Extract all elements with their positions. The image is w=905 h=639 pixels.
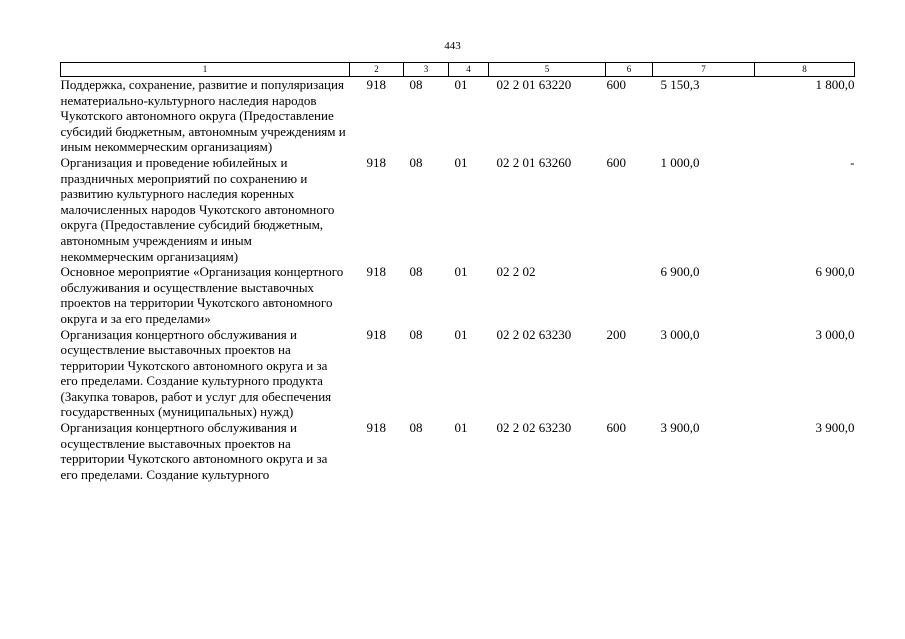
row-amount-2: - (850, 154, 855, 170)
row-subsection: 01 (454, 326, 468, 342)
row-amount-1: 1 000,0 (660, 154, 700, 170)
header-col-1: 1 (61, 63, 350, 77)
row-subsection: 01 (454, 77, 468, 92)
row-amount-2: 6 900,0 (815, 264, 855, 280)
row-section: 08 (409, 264, 423, 280)
table-row (61, 327, 855, 421)
row-amount-2: 3 900,0 (815, 420, 855, 436)
row-target-code: 02 2 02 63230 (496, 326, 572, 342)
row-grbs: 918 (366, 154, 386, 170)
header-col-5: 5 (489, 63, 606, 77)
row-target-code: 02 2 02 63230 (496, 420, 572, 436)
header-col-2: 2 (350, 63, 404, 77)
row-subsection: 01 (454, 420, 468, 436)
row-amount-1: 3 900,0 (660, 420, 700, 436)
page-number: 443 (444, 40, 461, 52)
table-body (61, 77, 855, 483)
budget-table (60, 62, 855, 482)
row-expense-type: 600 (606, 77, 626, 92)
row-name: Поддержка, сохранение, развитие и популяризация нематериально-культурного наследия народов Чукотского автономного округа (Предоставление субсидий бюджетным, автономным учреждениям и иным некоммерческим организациям) (60, 77, 346, 155)
row-amount-2: 1 800,0 (815, 77, 855, 92)
table-row (61, 155, 855, 264)
table-row (61, 420, 855, 482)
header-col-7: 7 (653, 63, 755, 77)
row-name: Организация концертного обслуживания и осуществление выставочных проектов на территории Чукотского автономного округа и за его пределами. Создание культурного продукта (Закупка товаров, работ и услуг для обеспечения государственных (муниципальных) нужд) (60, 326, 332, 420)
row-grbs: 918 (366, 420, 386, 436)
row-grbs: 918 (366, 264, 386, 280)
header-col-4: 4 (449, 63, 489, 77)
row-section: 08 (409, 77, 423, 92)
row-section: 08 (409, 154, 423, 170)
header-col-6: 6 (606, 63, 653, 77)
row-expense-type: 600 (606, 420, 626, 436)
row-target-code: 02 2 01 63260 (496, 154, 572, 170)
row-target-code: 02 2 01 63220 (496, 77, 572, 92)
row-amount-1: 6 900,0 (660, 264, 700, 280)
header-row (61, 63, 855, 77)
table-row (61, 77, 855, 155)
row-expense-type: 600 (606, 154, 626, 170)
row-grbs: 918 (366, 77, 386, 92)
table-row (61, 264, 855, 326)
row-expense-type (606, 264, 653, 326)
row-amount-1: 3 000,0 (660, 326, 700, 342)
row-section: 08 (409, 326, 423, 342)
header-col-3: 3 (404, 63, 449, 77)
row-grbs: 918 (366, 326, 386, 342)
row-amount-1: 5 150,3 (660, 77, 700, 92)
row-amount-2: 3 000,0 (815, 326, 855, 342)
row-section: 08 (409, 420, 423, 436)
row-subsection: 01 (454, 154, 468, 170)
row-target-code: 02 2 02 (496, 264, 536, 280)
table-header (61, 63, 855, 77)
row-expense-type: 200 (606, 326, 626, 342)
header-col-8: 8 (755, 63, 855, 77)
row-name: Организация и проведение юбилейных и праздничных мероприятий по сохранению и развитию культурного наследия коренных малочисленных народов Чукотского автономного округа (Предоставление субсидий бюджетным, автономным учреждениям и иным некоммерческим организациям) (60, 154, 335, 264)
row-subsection: 01 (454, 264, 468, 280)
row-name: Основное мероприятие «Организация концертного обслуживания и осуществление выставочных проектов на территории Чукотского автономного округа и за его пределами» (60, 264, 344, 326)
row-name: Организация концертного обслуживания и осуществление выставочных проектов на территории Чукотского автономного округа и за его пределами. Создание культурного (60, 420, 328, 482)
